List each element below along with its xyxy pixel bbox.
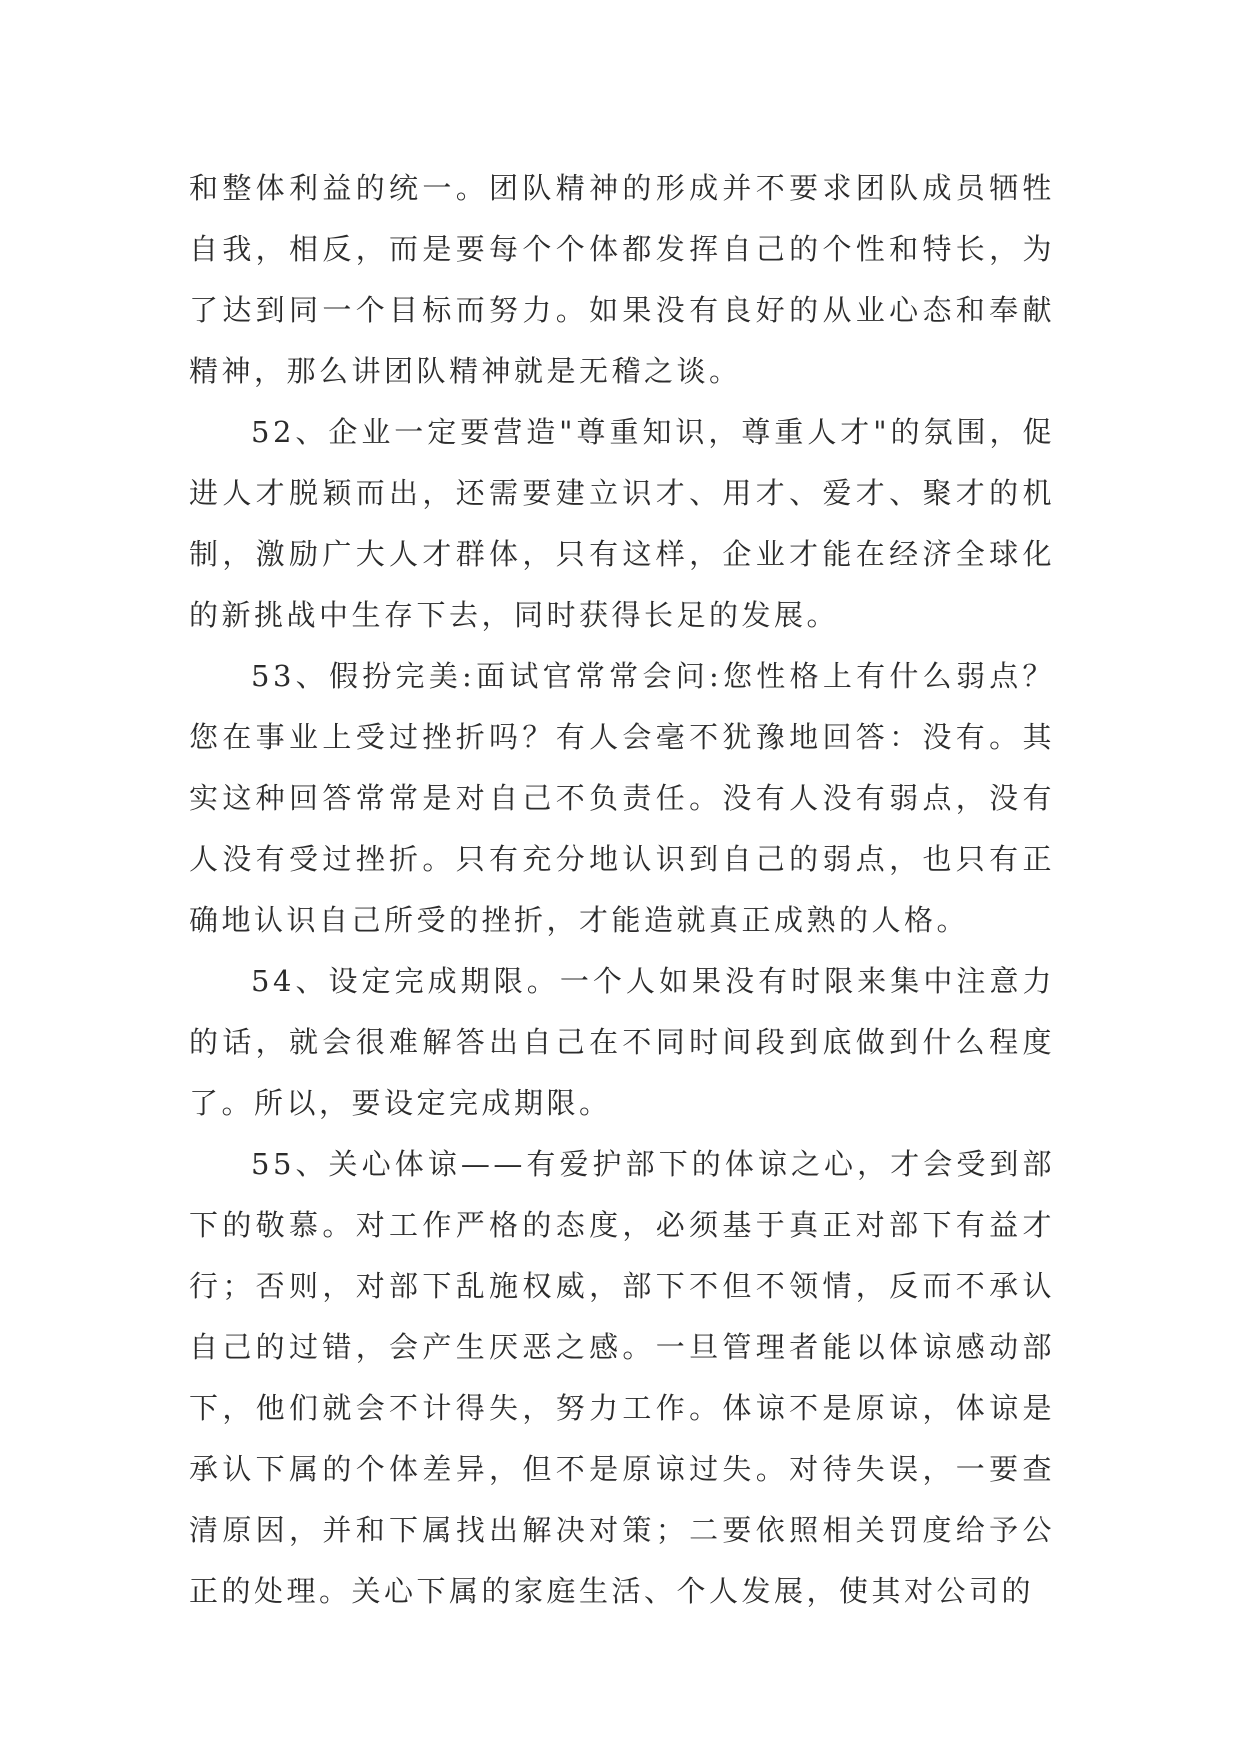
paragraph-item-54: 54、设定完成期限。一个人如果没有时限来集中注意力的话，就会很难解答出自己在不同时间段到底做到什么程度了。所以，要设定完成期限。 (189, 964, 1055, 1120)
paragraph-item-55: 55、关心体谅——有爱护部下的体谅之心，才会受到部下的敬慕。对工作严格的态度，必须基于真正对部下有益才行；否则，对部下乱施权威，部下不但不领情，反而不承认自己的过错，会产生厌恶之感。一旦管理者能以体谅感动部下，他们就会不计得失，努力工作。体谅不是原谅，体谅是承认下属的个体差异，但不是原谅过失。对待失误，一要查清原因，并和下属找出解决对策；二要依照相关罚度给予公正的处理。关心下属的家庭生活、个人发展，使其对公司的 (189, 1147, 1055, 1608)
paragraph-item-53: 53、假扮完美:面试官常常会问:您性格上有什么弱点？您在事业上受过挫折吗？有人会毫不犹豫地回答：没有。其实这种回答常常是对自己不负责任。没有人没有弱点，没有人没有受过挫折。只有充分地认识到自己的弱点，也只有正确地认识自己所受的挫折，才能造就真正成熟的人格。 (189, 659, 1055, 937)
paragraph-item-52: 52、企业一定要营造"尊重知识，尊重人才"的氛围，促进人才脱颖而出，还需要建立识才、用才、爱才、聚才的机制，激励广大人才群体，只有这样，企业才能在经济全球化的新挑战中生存下去，同时获得长足的发展。 (189, 415, 1055, 632)
body-text (189, 158, 1055, 1622)
paragraph-continuation: 和整体利益的统一。团队精神的形成并不要求团队成员牺牲自我，相反，而是要每个个体都发挥自己的个性和特长，为了达到同一个目标而努力。如果没有良好的从业心态和奉献精神，那么讲团队精神就是无稽之谈。 (189, 171, 1055, 388)
